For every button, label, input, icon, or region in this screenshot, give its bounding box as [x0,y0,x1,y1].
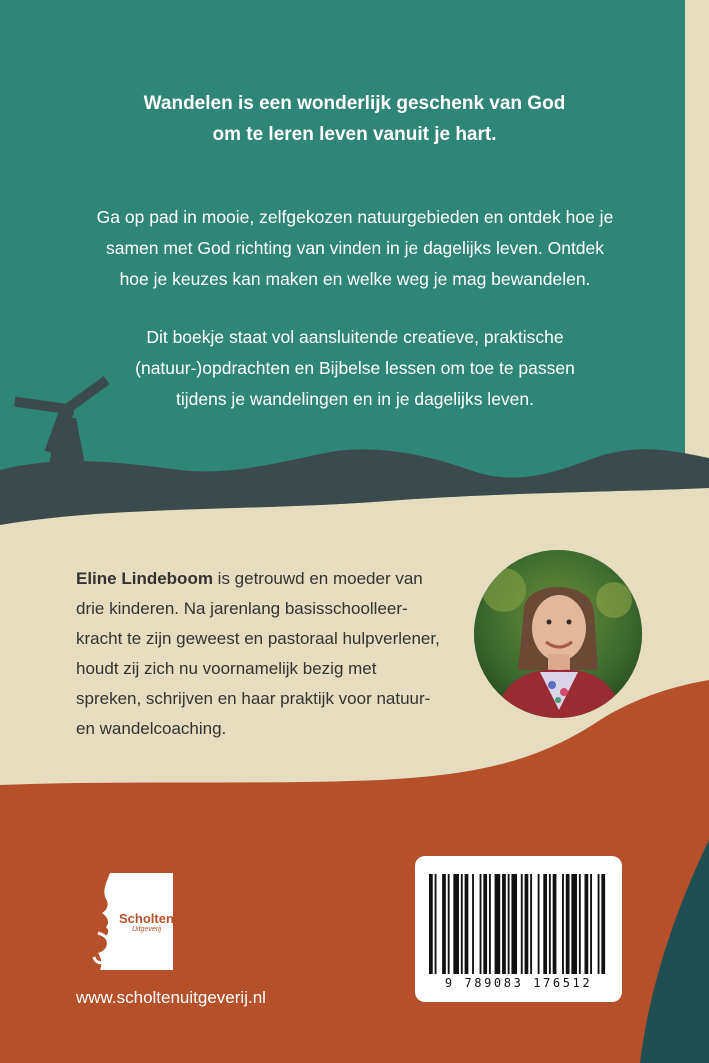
barcode-bar [495,874,501,974]
cream-side-strip [685,0,709,520]
barcode-bar [562,874,564,974]
barcode-bar [571,874,577,974]
publisher-logo-name: Scholten [119,911,174,926]
barcode-bar [461,874,463,974]
barcode-bar [538,874,540,974]
barcode-bar [489,874,491,974]
barcode-bar [579,874,581,974]
barcode-bar [502,874,506,974]
bio-line: spreken, schrijven en haar praktijk voor natuur- [76,689,431,708]
barcode-bar [465,874,469,974]
paragraph-line: Dit boekje staat vol aansluitende creatieve, praktische [146,327,564,347]
author-name: Eline Lindeboom [76,569,213,588]
barcode-bar [530,874,532,974]
author-photo [474,550,642,718]
barcode-bar [549,874,551,974]
barcode [415,856,622,1002]
barcode-bar [480,874,482,974]
barcode-bar [590,874,592,974]
barcode-bar [511,874,517,974]
bio-line: drie kinderen. Na jarenlang basisschoolleer- [76,599,408,618]
barcode-bar [585,874,589,974]
bio-line [76,564,471,594]
bio-line: en wandelcoaching. [76,719,227,738]
barcode-bar [521,874,523,974]
intro-paragraph-2 [110,322,600,415]
author-bio [76,564,471,744]
paragraph-line: (natuur-)opdrachten en Bijbelse lessen om toe te passen [135,358,575,378]
paragraph-line: hoe je keuzes kan maken en welke weg je mag bewandelen. [119,269,591,289]
paragraph-line: Ga op pad in mooie, zelfgekozen natuurgebieden en ontdek hoe je [96,207,614,227]
barcode-bar [453,874,459,974]
bio-line: kracht te zijn geweest en pastoraal hulpverlener, [76,629,440,648]
bio-line: houdt zij zich nu voornamelijk bezig met [76,659,377,678]
barcode-bar [598,874,600,974]
intro-lead [0,88,709,150]
barcode-bar [553,874,557,974]
paragraph-line: tijdens je wandelingen en in je dagelijks leven. [175,389,534,409]
barcode-bar [442,874,446,974]
barcode-bar [429,874,433,974]
publisher-logo [76,873,173,970]
barcode-bar [508,874,510,974]
isbn-number: 9 789083 176512 [444,976,593,990]
barcode-bars [429,874,607,974]
barcode-bar [472,874,474,974]
barcode-bar [566,874,570,974]
publisher-url[interactable]: www.scholtenuitgeverij.nl [76,988,266,1007]
paragraph-line: samen met God richting van vinden in je dagelijks leven. Ontdek [105,238,605,258]
barcode-bar [448,874,450,974]
barcode-bar [483,874,487,974]
intro-lead-line1: Wandelen is een wonderlijk geschenk van God [143,93,566,114]
barcode-bar [601,874,605,974]
intro-lead-line2: om te leren leven vanuit je hart. [212,124,497,145]
barcode-bar [525,874,529,974]
bio-line1-rest: is getrouwd en moeder van [212,569,423,588]
barcode-bar [435,874,437,974]
barcode-bar [543,874,547,974]
intro-paragraph-1 [40,202,670,295]
publisher-logo-sub: Uitgeverij [132,926,162,933]
